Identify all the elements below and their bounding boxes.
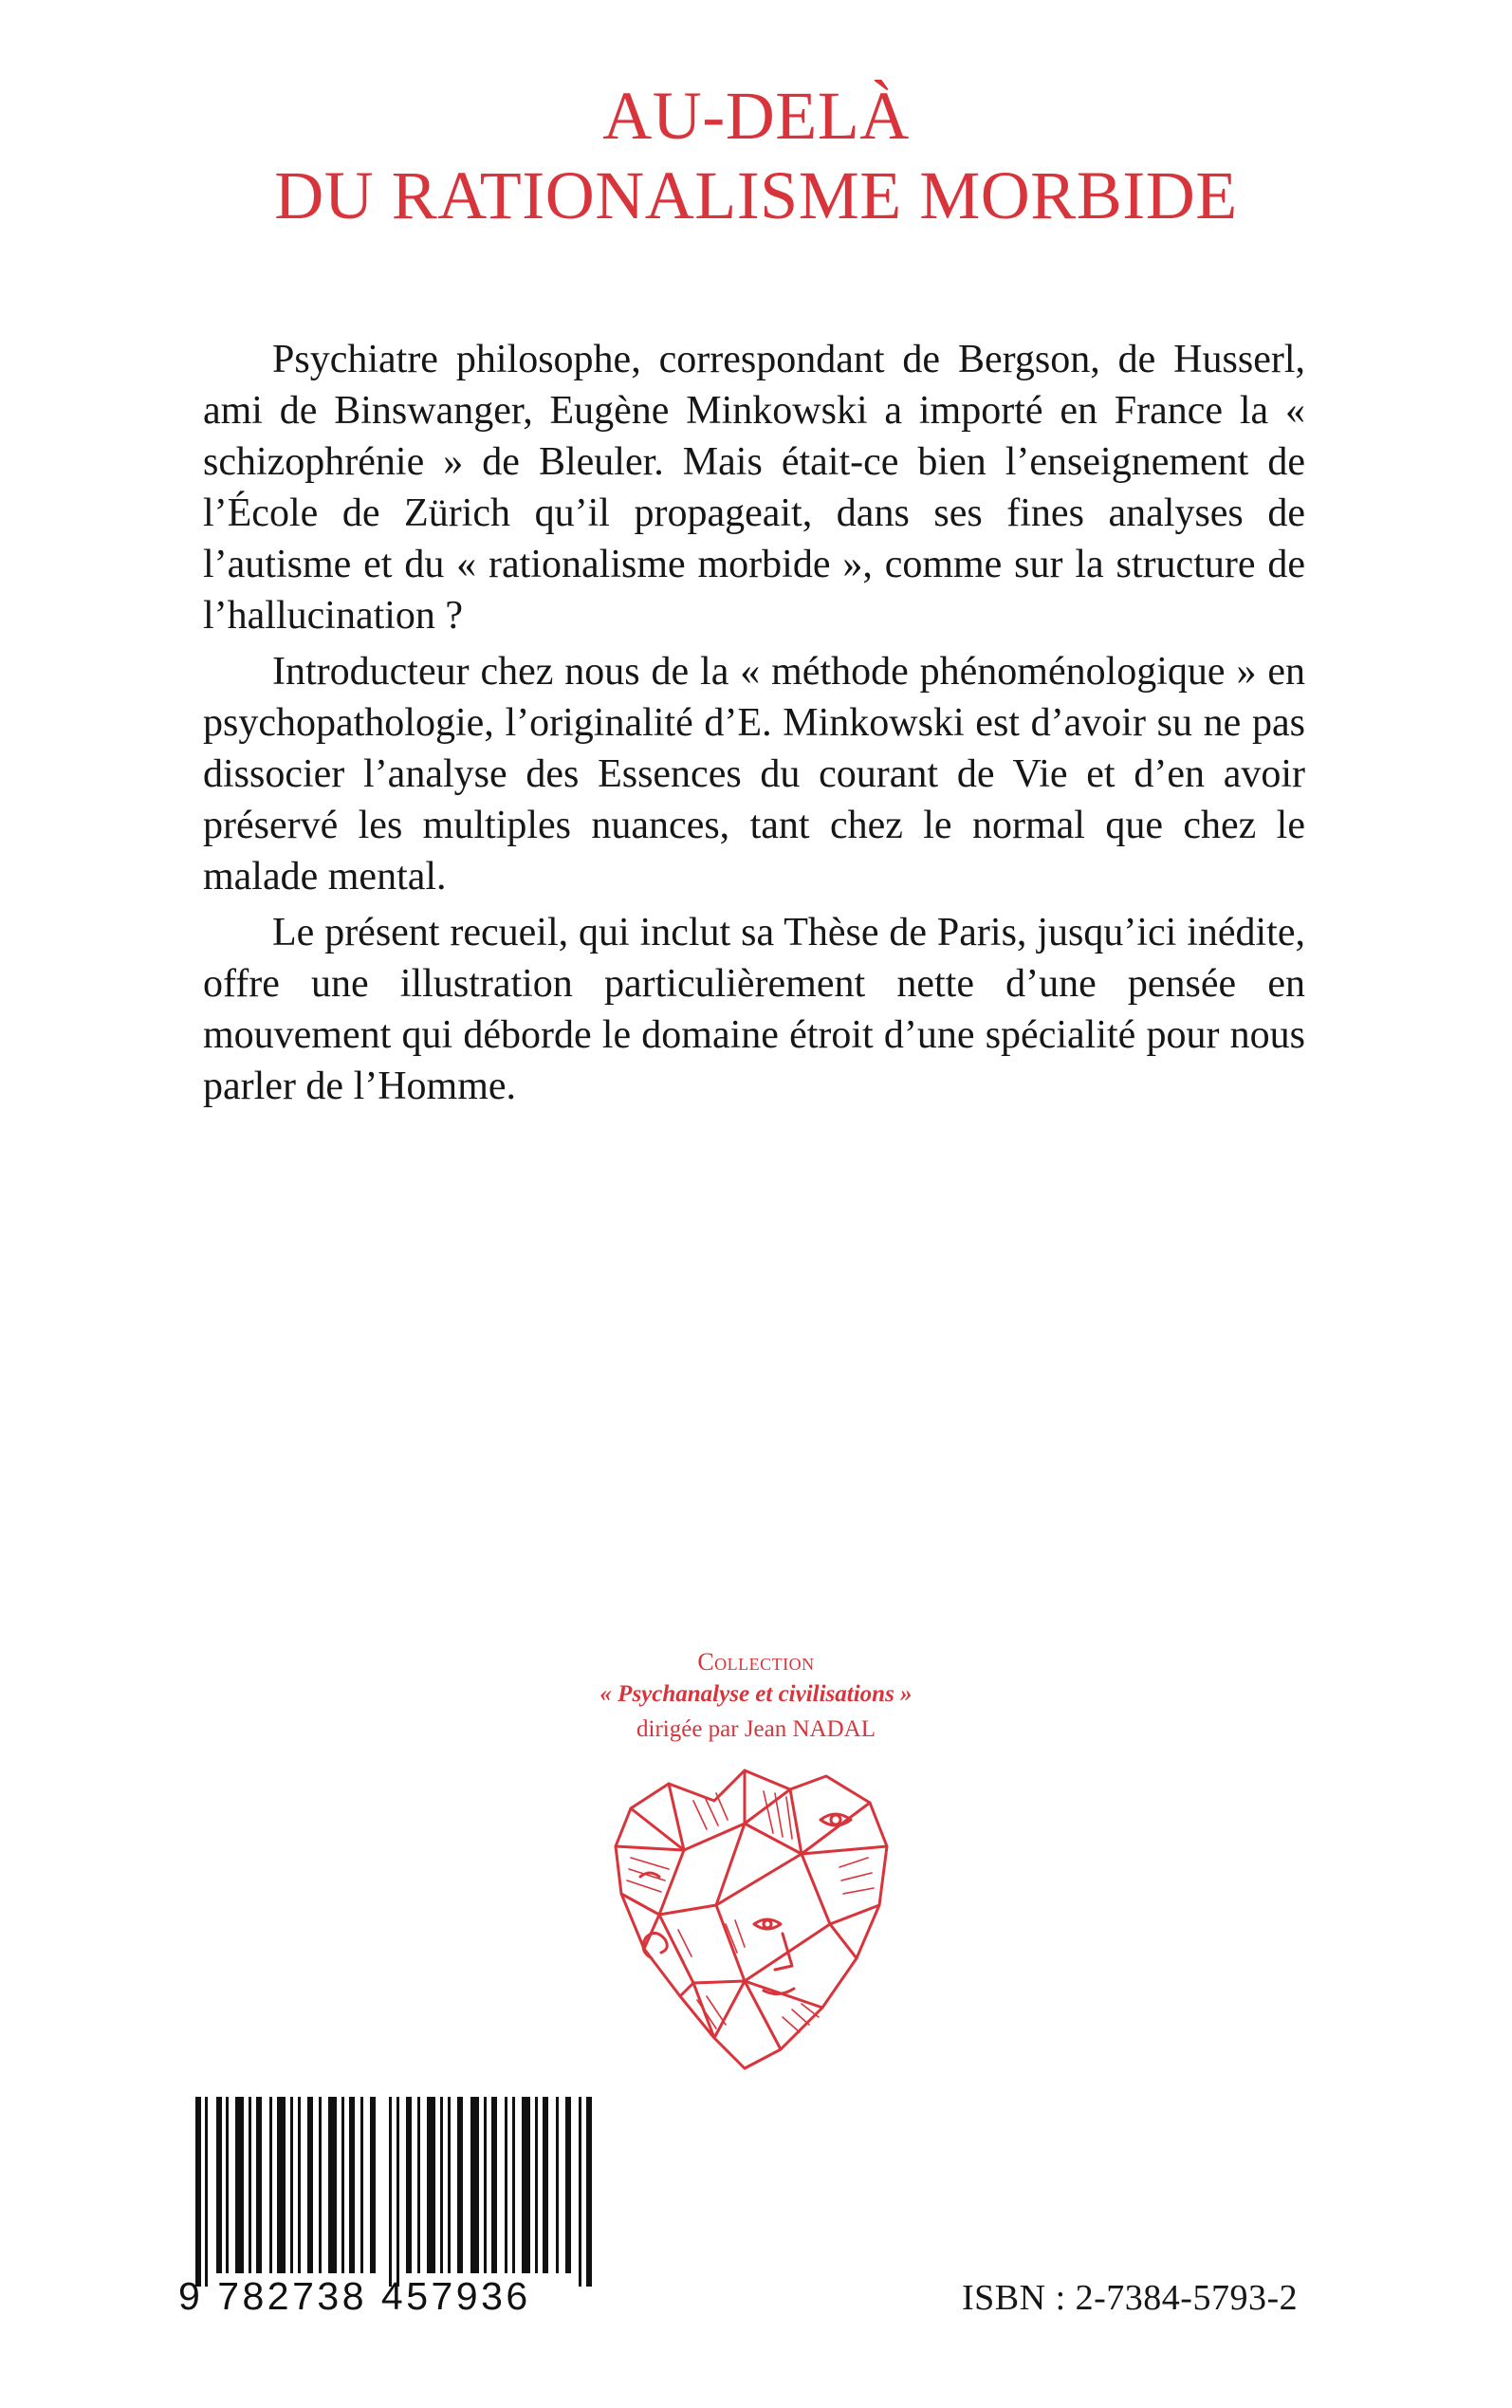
- isbn-number: ISBN : 2-7384-5793-2: [962, 2278, 1299, 2318]
- blurb-paragraph-2: Introducteur chez nous de la « méthode phénoménologique » en psychopathologie, l’originalité d’E. Minkowski est d’avoir su ne pas dissocier l’analyse des Essences du courant de Vie et d’en avoir préservé les multiples nuances, tant chez le normal que chez le malade mental.: [203, 650, 1305, 898]
- barcode: [195, 2097, 603, 2287]
- collection-label: Collection: [697, 1648, 815, 1676]
- collection-director: dirigée par Jean NADAL: [636, 1716, 876, 1742]
- book-title-line-1: AU-DELÀ: [602, 78, 910, 154]
- cubist-face-icon: [602, 1763, 906, 2076]
- barcode-digits: 9 782738 457936: [178, 2274, 531, 2318]
- blurb-paragraph-3: Le présent recueil, qui inclut sa Thèse de Paris, jusqu’ici inédite, offre une illustration particulièrement nette d’une pensée en mouvement qui déborde le domaine étroit d’une spécialité pour nous parler de l’Homme.: [203, 911, 1305, 1108]
- book-title-line-2: DU RATIONALISME MORBIDE: [274, 157, 1238, 233]
- blurb-paragraph-1: Psychiatre philosophe, correspondant de Bergson, de Husserl, ami de Binswanger, Eugène Minkowski a importé en France la « schizophrénie » de Bleuler. Mais était-ce bien l’enseignement de l’École de Zürich qu’il propageait, dans ses fines analyses de l’autisme et du « rationalisme morbide », comme sur la structure de l’hallucination ?: [203, 338, 1305, 638]
- collection-name: « Psychanalyse et civilisations »: [599, 1681, 913, 1707]
- back-cover-blurb: [203, 334, 1305, 1117]
